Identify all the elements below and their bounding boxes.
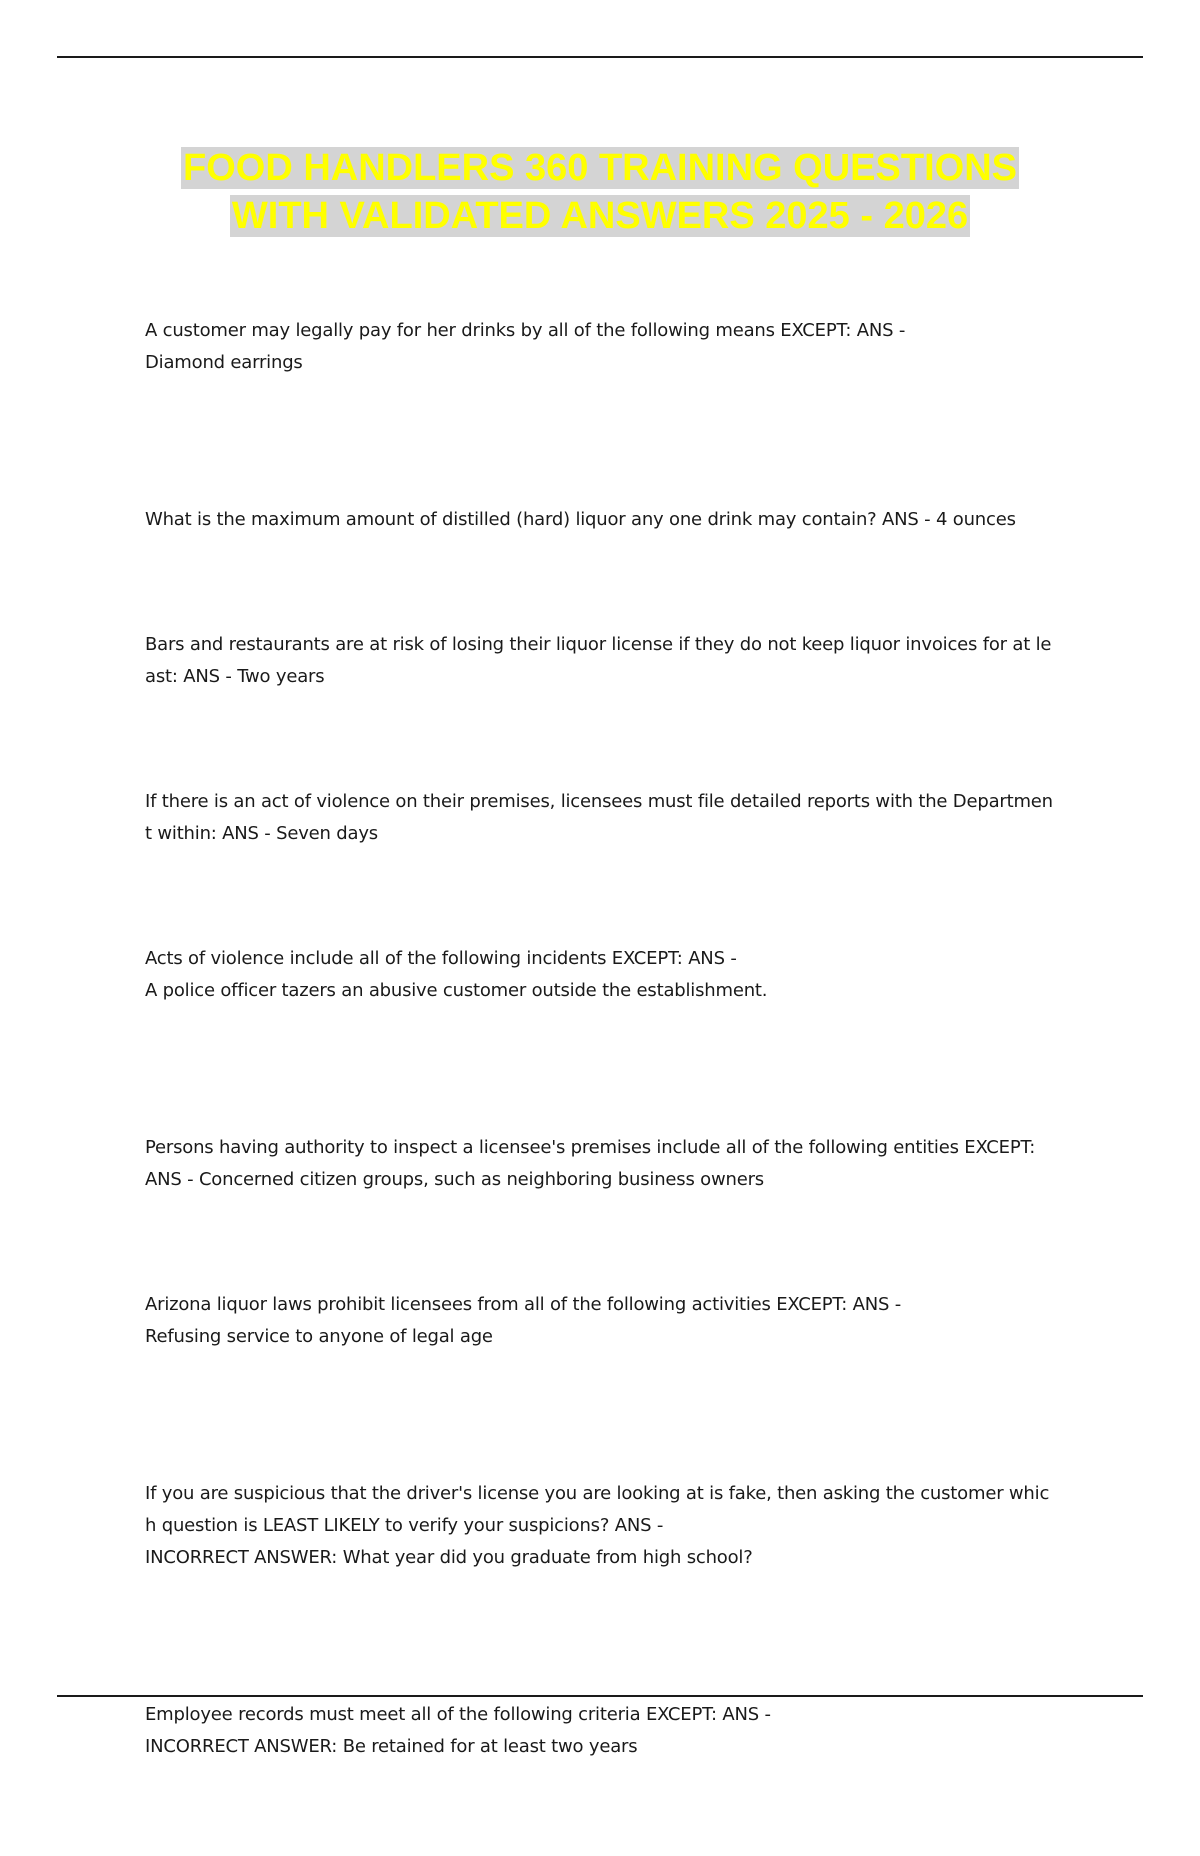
answer-text: Diamond earrings — [145, 352, 303, 373]
answer-text: Refusing service to anyone of legal age — [145, 1326, 493, 1347]
qa-item — [145, 1100, 1095, 1196]
answer-text: INCORRECT ANSWER: Be retained for at least two years — [145, 1736, 638, 1757]
answer-text: A police officer tazers an abusive customer outside the establishment. — [145, 980, 768, 1001]
qa-item — [145, 283, 1095, 411]
qa-item — [145, 597, 1095, 693]
qa-item — [145, 1667, 1095, 1795]
top-rule — [57, 56, 1143, 58]
question-text: Acts of violence include all of the following incidents EXCEPT: ANS - — [145, 948, 737, 969]
question-text: What is the maximum amount of distilled (hard) liquor any one drink may contain? ANS - 4 ounces — [145, 509, 1016, 530]
question-text: Employee records must meet all of the following criteria EXCEPT: ANS - — [145, 1704, 771, 1725]
question-text: A customer may legally pay for her drinks by all of the following means EXCEPT: ANS - — [145, 320, 906, 341]
question-text: If you are suspicious that the driver's license you are looking at is fake, then asking the customer whic h question is LEAST LIKELY to verify your suspicions? ANS - — [145, 1483, 1050, 1536]
qa-item — [145, 1446, 1095, 1606]
bottom-rule — [57, 1695, 1143, 1697]
qa-item — [145, 472, 1095, 536]
qa-item — [145, 911, 1095, 1039]
qa-item — [145, 754, 1095, 850]
qa-item — [145, 1257, 1095, 1385]
question-text: If there is an act of violence on their premises, licensees must file detailed reports with the Departmen t within: ANS - Seven days — [145, 791, 1053, 844]
title-line-2: WITH VALIDATED ANSWERS 2025 - 2026 — [231, 195, 969, 237]
title-line-1: FOOD HANDLERS 360 TRAINING QUESTIONS — [183, 147, 1017, 189]
question-text: Arizona liquor laws prohibit licensees from all of the following activities EXCEPT: ANS - — [145, 1294, 902, 1315]
qa-list — [145, 283, 1095, 1856]
question-text: Persons having authority to inspect a licensee's premises include all of the following entities EXCEPT: ANS - Concerned citizen groups, such as neighboring business owners — [145, 1137, 1036, 1190]
document-title — [0, 144, 1200, 240]
question-text: Bars and restaurants are at risk of losing their liquor license if they do not keep liquor invoices for at le ast: ANS - Two years — [145, 634, 1052, 687]
answer-text: INCORRECT ANSWER: What year did you graduate from high school? — [145, 1547, 753, 1568]
